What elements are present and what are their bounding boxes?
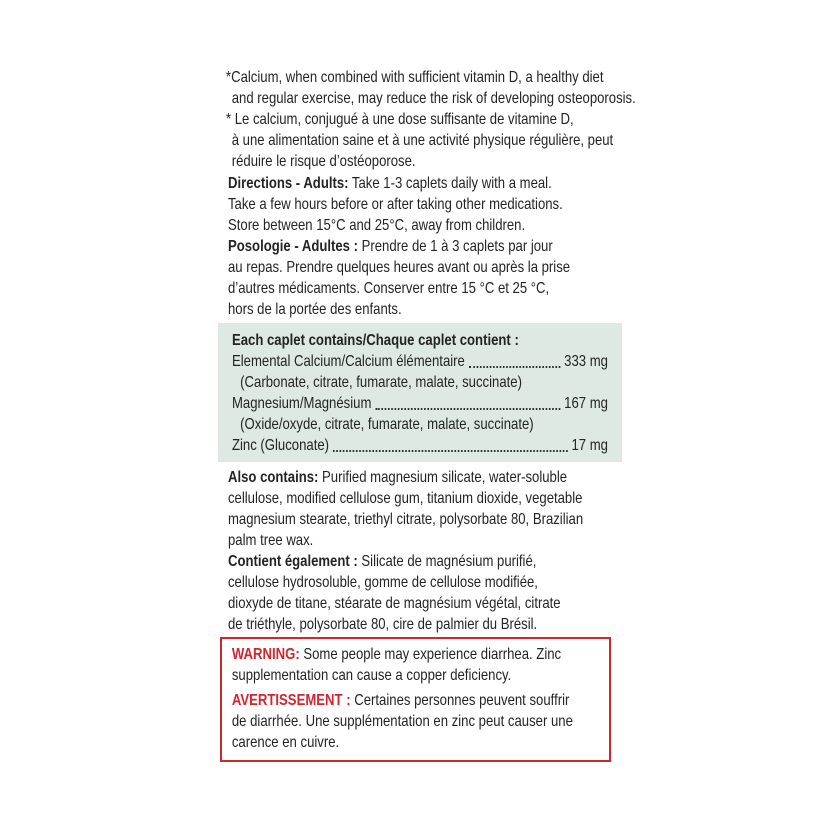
text-line — [232, 644, 600, 665]
text-line: carence en cuivre. — [231, 734, 340, 751]
text-line: * Le calcium, conjugué à une dose suffisante de vitamine D, — [226, 111, 574, 128]
text-line: palm tree wax. — [228, 532, 314, 549]
facts-heading: Each caplet contains/Chaque caplet contient : — [231, 332, 519, 349]
text-line: Take a few hours before or after taking other medications. — [228, 196, 563, 213]
ingredient-name: Zinc (Gluconate) — [231, 437, 330, 454]
supplement-facts-content — [218, 323, 622, 462]
directions-fr-text: Prendre de 1 à 3 caplets par jour — [357, 238, 553, 255]
directions-en-label: Directions - Adults: — [228, 175, 349, 192]
supplement-facts-box — [218, 323, 622, 462]
also-contains-en-label: Also contains: — [228, 469, 319, 486]
ingredient-row-calcium — [232, 351, 608, 372]
dot-leader — [333, 450, 567, 452]
text-line: de triéthyle, polysorbate 80, cire de palmier du Brésil. — [228, 616, 538, 633]
text-line — [232, 690, 600, 711]
text-line — [228, 467, 583, 488]
ingredient-amount: 167 mg — [564, 395, 608, 412]
warning-content — [222, 639, 610, 760]
text-line: de diarrhée. Une supplémentation en zinc peut causer une — [231, 713, 573, 730]
text-line: à une alimentation saine et à une activité physique régulière, peut — [231, 132, 614, 149]
text-line — [228, 173, 570, 194]
text-line: magnesium stearate, triethyl citrate, polysorbate 80, Brazilian — [228, 511, 584, 528]
directions-section — [228, 173, 570, 320]
warning-en-text: Some people may experience diarrhea. Zinc — [299, 646, 562, 663]
text-line: hors de la portée des enfants. — [228, 301, 402, 318]
text-line: *Calcium, when combined with sufficient vitamin D, a healthy diet — [226, 69, 604, 86]
also-contains-en-text: Purified magnesium silicate, water-soluble — [318, 469, 568, 486]
ingredient-amount: 333 mg — [564, 353, 608, 370]
ingredient-amount: 17 mg — [571, 437, 608, 454]
text-line: dioxyde de titane, stéarate de magnésium végétal, citrate — [228, 595, 561, 612]
ingredient-row-magnesium — [232, 393, 608, 414]
footnote-section — [226, 67, 636, 172]
text-line: cellulose, modified cellulose gum, titanium dioxide, vegetable — [228, 490, 583, 507]
text-line — [228, 551, 583, 572]
warning-box — [220, 637, 611, 762]
ingredient-forms: (Oxide/oxyde, citrate, fumarate, malate, succinate) — [240, 416, 534, 433]
text-line: au repas. Prendre quelques heures avant ou après la prise — [228, 259, 571, 276]
also-contains-fr-label: Contient également : — [228, 553, 358, 570]
text-line — [228, 236, 570, 257]
text-line: d’autres médicaments. Conserver entre 15 °C et 25 °C, — [228, 280, 550, 297]
text-line: supplementation can cause a copper deficiency. — [231, 667, 512, 684]
directions-fr-label: Posologie - Adultes : — [228, 238, 358, 255]
text-line: cellulose hydrosoluble, gomme de cellulose modifiée, — [228, 574, 538, 591]
text-line: and regular exercise, may reduce the risk of developing osteoporosis. — [231, 90, 636, 107]
ingredient-name: Elemental Calcium/Calcium élémentaire — [231, 353, 465, 370]
warning-fr-label: AVERTISSEMENT : — [231, 692, 351, 709]
directions-en-text: Take 1-3 caplets daily with a meal. — [348, 175, 552, 192]
ingredient-name: Magnesium/Magnésium — [231, 395, 372, 412]
warning-fr-text: Certaines personnes peuvent souffrir — [350, 692, 570, 709]
dot-leader — [376, 408, 561, 410]
ingredient-forms: (Carbonate, citrate, fumarate, malate, succinate) — [240, 374, 522, 391]
dot-leader — [469, 366, 560, 368]
also-contains-section — [228, 467, 583, 635]
also-contains-fr-text: Silicate de magnésium purifié, — [357, 553, 537, 570]
ingredient-row-zinc — [232, 435, 608, 456]
text-line: réduire le risque d’ostéoporose. — [231, 153, 416, 170]
warning-en-label: WARNING: — [231, 646, 300, 663]
text-line: Store between 15°C and 25°C, away from children. — [228, 217, 526, 234]
